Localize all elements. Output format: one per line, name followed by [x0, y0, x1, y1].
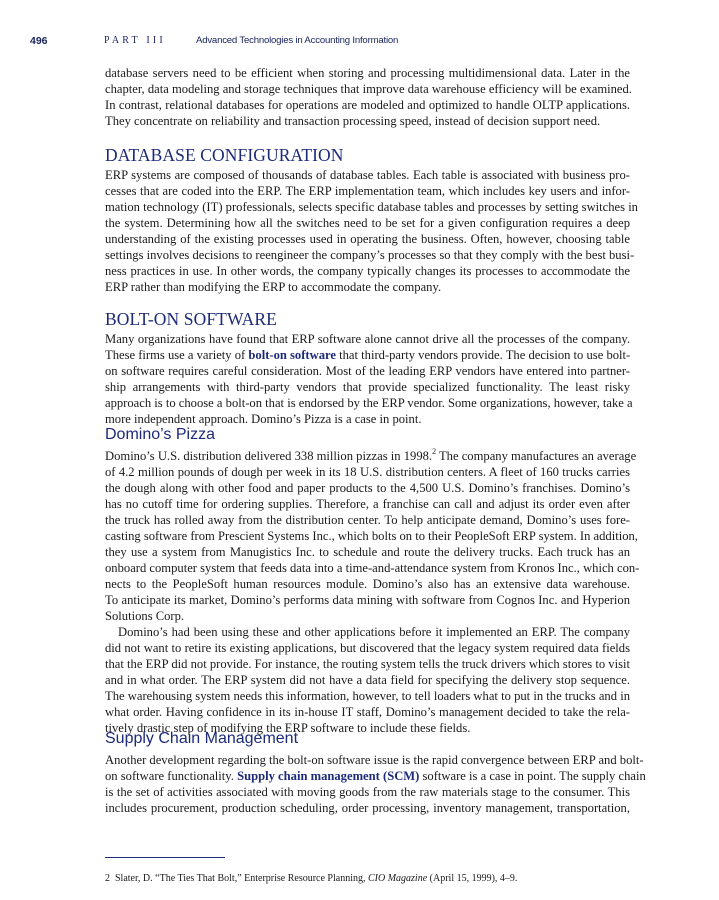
text-line: more independent approach. Domino’s Pizza is a case in point.	[105, 412, 422, 426]
text-line: did not want to retire its existing applications, but discovered that the legacy system required data fields	[105, 641, 630, 655]
text-line: that the ERP did not provide. For instance, the routing system tells the truck drivers which stores to visit	[105, 657, 630, 671]
running-title: Advanced Technologies in Accounting Information	[196, 35, 399, 46]
text-line	[105, 347, 630, 363]
text-segment: that third-party vendors provide. The decision to use bolt-	[335, 348, 631, 362]
text-line: Solutions Corp.	[105, 609, 185, 623]
subsection-heading-dominos-pizza: Domino’s Pizza	[105, 426, 215, 443]
text-line: Domino’s had been using these and other applications before it implemented an ERP. The company	[118, 625, 630, 639]
text-segment: software is a case in point. The supply chain	[419, 769, 646, 783]
key-term: Supply chain management (SCM)	[237, 769, 420, 783]
text-segment: on software functionality.	[105, 769, 238, 783]
database-configuration-paragraph	[105, 167, 638, 295]
text-line: They concentrate on reliability and transaction processing speed, instead of decision support need.	[105, 114, 601, 128]
intro-paragraph	[105, 65, 630, 129]
subsection-heading-supply-chain-management: Supply Chain Management	[105, 730, 299, 747]
dominos-paragraph-2	[105, 624, 630, 736]
text-line: is the set of activities associated with moving goods from the raw materials stage to the consumer. This	[105, 785, 630, 799]
text-line: settings involves decisions to reengineer the company’s processes so that they comply with the best busi-	[105, 248, 635, 262]
text-line	[105, 447, 637, 464]
text-line: ERP systems are composed of thousands of database tables. Each table is associated with business pro-	[105, 168, 630, 182]
text-segment: Domino’s U.S. distribution delivered 338 million pizzas in 1998.	[105, 449, 433, 463]
footnote-text-end: (April 15, 1999), 4–9.	[427, 873, 518, 884]
text-line: ERP rather than modifying the ERP to accommodate the company.	[105, 280, 442, 294]
text-line: and in what order. The ERP system did not have a data field for specifying the delivery stop sequence.	[105, 673, 630, 687]
section-heading-database-configuration: DATABASE CONFIGURATION	[105, 145, 344, 165]
text-line: In contrast, relational databases for operations are modeled and optimized to handle OLTP applications.	[105, 98, 630, 112]
footnote-number: 2	[105, 873, 110, 884]
text-line: tively drastic step of modifying the ERP software to include these fields.	[105, 721, 471, 735]
text-line: To anticipate its market, Domino’s performs data mining with software from Cognos Inc. and Hyperion	[105, 593, 630, 607]
text-segment: These firms use a variety of	[105, 348, 249, 362]
footnote-text: Slater, D. “The Ties That Bolt,” Enterprise Resource Planning,	[115, 873, 368, 884]
text-line: nects to the PeopleSoft human resources module. Domino’s also has an extensive data warehouse.	[105, 577, 630, 591]
footnote-reference: 2	[432, 447, 437, 456]
text-line	[105, 768, 646, 784]
text-line: mation technology (IT) professionals, selects specific database tables and processes by setting switches in	[105, 200, 638, 214]
dominos-paragraph-1	[105, 447, 640, 624]
text-line: includes procurement, production scheduling, order processing, inventory management, transportation,	[105, 801, 630, 815]
text-line: they use a system from Manugistics Inc. to schedule and route the delivery trucks. Each truck has an	[105, 545, 630, 559]
text-line: has no cutoff time for ordering supplies. Therefore, a franchise can call and adjust its order even after	[105, 497, 630, 511]
text-line: what order. Having confidence in its in-house IT staff, Domino’s management decided to take the rela-	[105, 705, 630, 719]
text-line: the system. Determining how all the switches need to be set for a given configuration requires a deep	[105, 216, 630, 230]
text-line: database servers need to be efficient when storing and processing multidimensional data. Later in the	[105, 66, 630, 80]
page-number: 496	[30, 35, 48, 47]
bolt-on-software-paragraph	[105, 331, 633, 427]
text-line: The warehousing system needs this information, however, to tell loaders what to put in the trucks and in	[105, 689, 630, 703]
text-line: casting software from Prescient Systems Inc., which bolts on to their PeopleSoft ERP system. In addition,	[105, 529, 638, 543]
text-line: chapter, data modeling and storage techniques that improve data warehouse efficiency will be examined.	[105, 82, 632, 96]
text-line: on software requires careful consideration. Most of the leading ERP vendors have entered into partner-	[105, 364, 630, 378]
section-heading-bolt-on-software: BOLT-ON SOFTWARE	[105, 309, 277, 329]
footnote-divider	[105, 857, 225, 858]
text-line: Many organizations have found that ERP software alone cannot drive all the processes of the company.	[105, 332, 630, 346]
key-term: bolt-on software	[248, 348, 336, 362]
text-line: cesses that are coded into the ERP. The ERP implementation team, which includes key users and infor-	[105, 184, 630, 198]
text-line: ship arrangements with third-party vendors that provide specialized functionality. The least risky	[105, 380, 630, 394]
supply-chain-paragraph	[105, 752, 646, 816]
text-line: the dough along with other food and paper products to the 4,500 U.S. Domino’s franchises. Domino’s	[105, 481, 630, 495]
text-segment: The company manufactures an average	[436, 449, 637, 463]
text-line: the truck has rolled away from the distribution center. To help anticipate demand, Domino’s uses fore-	[105, 513, 630, 527]
footnote	[105, 873, 517, 884]
text-line: Another development regarding the bolt-on software issue is the rapid convergence between ERP and bolt-	[105, 753, 644, 767]
text-line: understanding of the existing processes used in operating the business. Often, however, choosing table	[105, 232, 630, 246]
text-line: ness practices in use. In other words, the company typically changes its processes to accommodate the	[105, 264, 630, 278]
footnote-journal: CIO Magazine	[367, 873, 428, 884]
part-label: PART III	[104, 35, 166, 46]
text-line: of 4.2 million pounds of dough per week in its 18 U.S. distribution centers. A fleet of 160 trucks carries	[105, 465, 630, 479]
text-line: approach is to choose a bolt-on that is endorsed by the ERP vendor. Some organizations, however, take a	[105, 396, 633, 410]
text-line: onboard computer system that feeds data into a time-and-attendance system from Kronos Inc., which con-	[105, 561, 640, 575]
